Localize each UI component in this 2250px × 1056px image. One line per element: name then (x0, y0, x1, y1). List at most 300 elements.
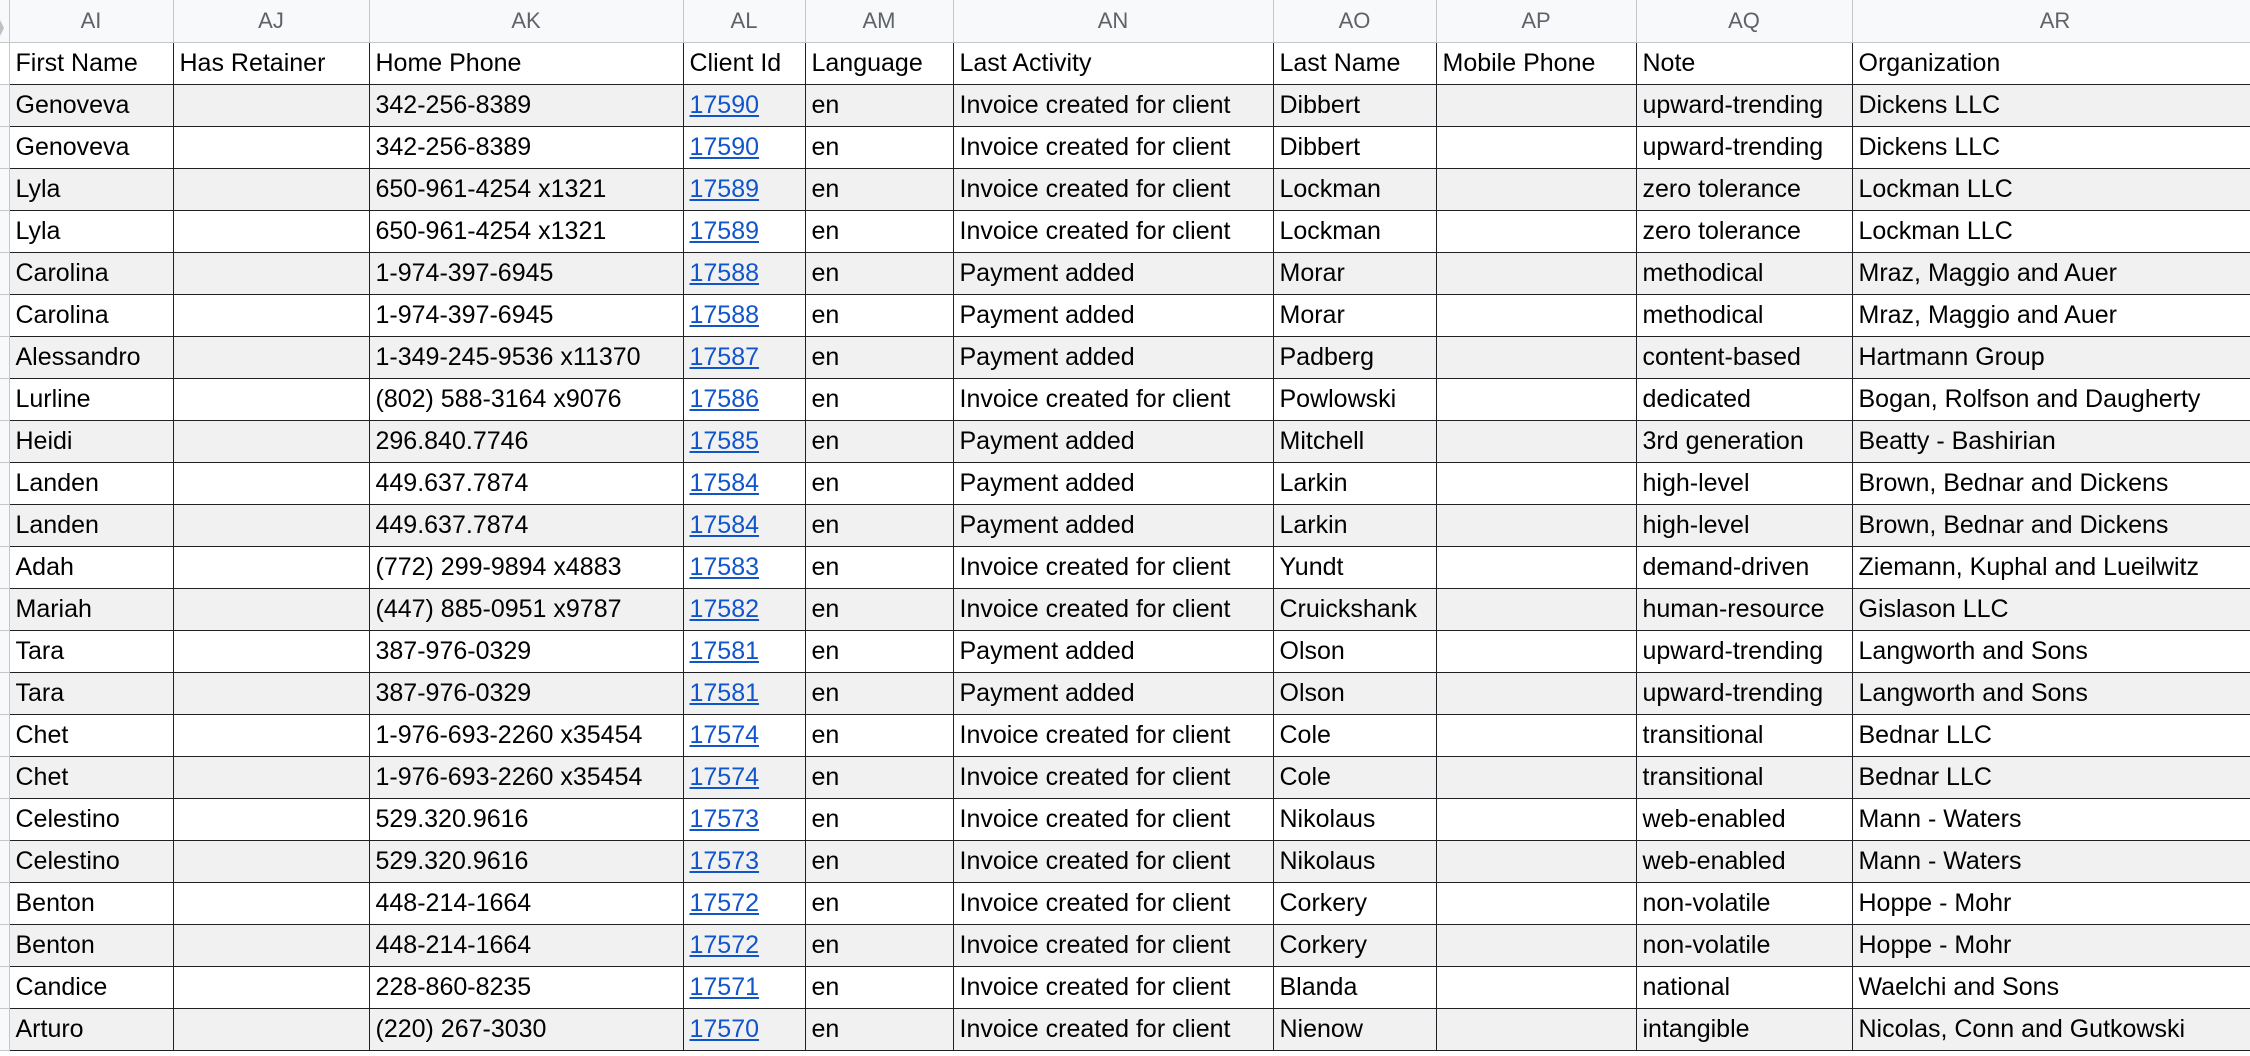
cell-mobile-phone[interactable] (1436, 253, 1636, 295)
cell-client-id[interactable] (683, 169, 805, 211)
cell-note[interactable]: zero tolerance (1636, 211, 1852, 253)
cell-last-name[interactable]: Olson (1273, 631, 1436, 673)
cell-mobile-phone[interactable] (1436, 337, 1636, 379)
cell-last-name[interactable]: Lockman (1273, 169, 1436, 211)
cell-client-id[interactable] (683, 967, 805, 1009)
cell-home-phone[interactable]: 650-961-4254 x1321 (369, 211, 683, 253)
cell-note[interactable]: upward-trending (1636, 673, 1852, 715)
cell-last-name[interactable]: Corkery (1273, 925, 1436, 967)
cell-language[interactable]: en (805, 799, 953, 841)
cell-note[interactable]: high-level (1636, 505, 1852, 547)
cell-note[interactable]: non-volatile (1636, 883, 1852, 925)
row-header[interactable] (0, 421, 9, 463)
cell-organization[interactable]: Mann - Waters (1852, 841, 2250, 883)
select-all-corner[interactable] (0, 0, 9, 43)
cell-home-phone[interactable]: 228-860-8235 (369, 967, 683, 1009)
cell-client-id[interactable] (683, 421, 805, 463)
column-header-AN[interactable]: AN (953, 0, 1273, 43)
cell-organization[interactable]: Mann - Waters (1852, 799, 2250, 841)
cell-organization[interactable]: Lockman LLC (1852, 211, 2250, 253)
cell-first-name[interactable]: Tara (9, 631, 173, 673)
cell-has-retainer[interactable] (173, 295, 369, 337)
cell-organization[interactable]: Dickens LLC (1852, 127, 2250, 169)
header-cell-last-activity[interactable]: Last Activity (953, 43, 1273, 85)
cell-last-activity[interactable]: Payment added (953, 421, 1273, 463)
cell-first-name[interactable]: Carolina (9, 295, 173, 337)
cell-has-retainer[interactable] (173, 715, 369, 757)
cell-has-retainer[interactable] (173, 1009, 369, 1051)
row-header[interactable] (0, 85, 9, 127)
cell-organization[interactable]: Hoppe - Mohr (1852, 883, 2250, 925)
cell-last-activity[interactable]: Payment added (953, 337, 1273, 379)
cell-last-name[interactable]: Cruickshank (1273, 589, 1436, 631)
cell-mobile-phone[interactable] (1436, 127, 1636, 169)
cell-last-name[interactable]: Dibbert (1273, 127, 1436, 169)
column-header-AM[interactable]: AM (805, 0, 953, 43)
cell-client-id[interactable] (683, 631, 805, 673)
cell-home-phone[interactable]: 650-961-4254 x1321 (369, 169, 683, 211)
cell-last-name[interactable]: Powlowski (1273, 379, 1436, 421)
cell-has-retainer[interactable] (173, 841, 369, 883)
client-id-link[interactable]: 17588 (689, 301, 760, 329)
cell-last-name[interactable]: Nikolaus (1273, 799, 1436, 841)
row-header[interactable] (0, 337, 9, 379)
cell-first-name[interactable]: Celestino (9, 799, 173, 841)
cell-last-activity[interactable]: Invoice created for client (953, 127, 1273, 169)
cell-has-retainer[interactable] (173, 505, 369, 547)
cell-client-id[interactable] (683, 253, 805, 295)
cell-language[interactable]: en (805, 463, 953, 505)
cell-language[interactable]: en (805, 253, 953, 295)
client-id-link[interactable]: 17588 (689, 259, 760, 287)
client-id-link[interactable]: 17581 (689, 637, 760, 665)
cell-client-id[interactable] (683, 547, 805, 589)
client-id-link[interactable]: 17574 (689, 721, 760, 749)
cell-organization[interactable]: Nicolas, Conn and Gutkowski (1852, 1009, 2250, 1051)
row-header[interactable] (0, 463, 9, 505)
cell-last-activity[interactable]: Payment added (953, 631, 1273, 673)
cell-note[interactable]: upward-trending (1636, 127, 1852, 169)
client-id-link[interactable]: 17571 (689, 973, 760, 1001)
cell-home-phone[interactable]: 387-976-0329 (369, 673, 683, 715)
cell-mobile-phone[interactable] (1436, 85, 1636, 127)
client-id-link[interactable]: 17573 (689, 847, 760, 875)
cell-last-name[interactable]: Larkin (1273, 505, 1436, 547)
cell-last-activity[interactable]: Invoice created for client (953, 85, 1273, 127)
cell-note[interactable]: demand-driven (1636, 547, 1852, 589)
column-header-AK[interactable]: AK (369, 0, 683, 43)
table-row (0, 421, 2250, 463)
cell-organization[interactable]: Dickens LLC (1852, 85, 2250, 127)
cell-client-id[interactable] (683, 337, 805, 379)
cell-last-activity[interactable]: Invoice created for client (953, 589, 1273, 631)
header-cell-language[interactable]: Language (805, 43, 953, 85)
column-header-AO[interactable]: AO (1273, 0, 1436, 43)
cell-note[interactable]: web-enabled (1636, 799, 1852, 841)
row-header[interactable] (0, 127, 9, 169)
client-id-link[interactable]: 17570 (689, 1015, 760, 1043)
cell-mobile-phone[interactable] (1436, 925, 1636, 967)
cell-home-phone[interactable]: (220) 267-3030 (369, 1009, 683, 1051)
cell-client-id[interactable] (683, 757, 805, 799)
cell-last-name[interactable]: Nikolaus (1273, 841, 1436, 883)
cell-first-name[interactable]: Chet (9, 757, 173, 799)
cell-has-retainer[interactable] (173, 883, 369, 925)
cell-organization[interactable]: Brown, Bednar and Dickens (1852, 505, 2250, 547)
client-id-link[interactable]: 17582 (689, 595, 760, 623)
client-id-link[interactable]: 17590 (689, 91, 760, 119)
cell-organization[interactable]: Lockman LLC (1852, 169, 2250, 211)
row-header[interactable] (0, 589, 9, 631)
cell-mobile-phone[interactable] (1436, 211, 1636, 253)
cell-note[interactable]: intangible (1636, 1009, 1852, 1051)
cell-note[interactable]: zero tolerance (1636, 169, 1852, 211)
cell-organization[interactable]: Mraz, Maggio and Auer (1852, 253, 2250, 295)
cell-language[interactable]: en (805, 883, 953, 925)
client-id-link[interactable]: 17584 (689, 511, 760, 539)
cell-first-name[interactable]: Celestino (9, 841, 173, 883)
cell-home-phone[interactable]: 449.637.7874 (369, 505, 683, 547)
cell-has-retainer[interactable] (173, 673, 369, 715)
cell-last-name[interactable]: Dibbert (1273, 85, 1436, 127)
cell-last-name[interactable]: Lockman (1273, 211, 1436, 253)
cell-note[interactable]: upward-trending (1636, 631, 1852, 673)
cell-mobile-phone[interactable] (1436, 463, 1636, 505)
header-cell-first-name[interactable]: First Name (9, 43, 173, 85)
cell-has-retainer[interactable] (173, 967, 369, 1009)
client-id-link[interactable]: 17572 (689, 889, 760, 917)
cell-organization[interactable]: Ziemann, Kuphal and Lueilwitz (1852, 547, 2250, 589)
cell-client-id[interactable] (683, 127, 805, 169)
row-header[interactable] (0, 631, 9, 673)
cell-mobile-phone[interactable] (1436, 589, 1636, 631)
cell-client-id[interactable] (683, 925, 805, 967)
cell-first-name[interactable]: Benton (9, 883, 173, 925)
cell-first-name[interactable]: Heidi (9, 421, 173, 463)
cell-first-name[interactable]: Landen (9, 463, 173, 505)
cell-last-activity[interactable]: Invoice created for client (953, 925, 1273, 967)
cell-mobile-phone[interactable] (1436, 715, 1636, 757)
cell-last-name[interactable]: Cole (1273, 715, 1436, 757)
cell-organization[interactable]: Gislason LLC (1852, 589, 2250, 631)
cell-client-id[interactable] (683, 463, 805, 505)
cell-last-name[interactable]: Mitchell (1273, 421, 1436, 463)
cell-organization[interactable]: Bednar LLC (1852, 757, 2250, 799)
client-id-link[interactable]: 17572 (689, 931, 760, 959)
cell-client-id[interactable] (683, 715, 805, 757)
cell-has-retainer[interactable] (173, 211, 369, 253)
row-header[interactable] (0, 757, 9, 799)
cell-last-activity[interactable]: Invoice created for client (953, 757, 1273, 799)
cell-last-activity[interactable]: Payment added (953, 295, 1273, 337)
row-header[interactable] (0, 799, 9, 841)
cell-client-id[interactable] (683, 295, 805, 337)
cell-language[interactable]: en (805, 673, 953, 715)
cell-client-id[interactable] (683, 211, 805, 253)
cell-first-name[interactable]: Chet (9, 715, 173, 757)
cell-client-id[interactable] (683, 841, 805, 883)
cell-last-name[interactable]: Larkin (1273, 463, 1436, 505)
column-header-AR[interactable]: AR (1852, 0, 2250, 43)
cell-language[interactable]: en (805, 169, 953, 211)
cell-language[interactable]: en (805, 127, 953, 169)
client-id-link[interactable]: 17589 (689, 175, 760, 203)
row-header[interactable] (0, 967, 9, 1009)
cell-note[interactable]: web-enabled (1636, 841, 1852, 883)
cell-last-name[interactable]: Cole (1273, 757, 1436, 799)
cell-note[interactable]: upward-trending (1636, 85, 1852, 127)
cell-last-activity[interactable]: Invoice created for client (953, 715, 1273, 757)
cell-has-retainer[interactable] (173, 253, 369, 295)
cell-first-name[interactable]: Candice (9, 967, 173, 1009)
row-header[interactable] (0, 253, 9, 295)
cell-home-phone[interactable]: (447) 885-0951 x9787 (369, 589, 683, 631)
cell-last-activity[interactable]: Payment added (953, 673, 1273, 715)
client-id-link[interactable]: 17589 (689, 217, 760, 245)
client-id-link[interactable]: 17583 (689, 553, 760, 581)
cell-last-activity[interactable]: Invoice created for client (953, 547, 1273, 589)
cell-mobile-phone[interactable] (1436, 841, 1636, 883)
cell-organization[interactable]: Hartmann Group (1852, 337, 2250, 379)
cell-last-activity[interactable]: Invoice created for client (953, 379, 1273, 421)
cell-has-retainer[interactable] (173, 127, 369, 169)
cell-mobile-phone[interactable] (1436, 505, 1636, 547)
cell-last-name[interactable]: Morar (1273, 253, 1436, 295)
cell-last-activity[interactable]: Invoice created for client (953, 883, 1273, 925)
cell-home-phone[interactable]: 342-256-8389 (369, 85, 683, 127)
cell-home-phone[interactable]: 1-974-397-6945 (369, 253, 683, 295)
row-header[interactable] (0, 673, 9, 715)
cell-mobile-phone[interactable] (1436, 631, 1636, 673)
client-id-link[interactable]: 17586 (689, 385, 760, 413)
cell-last-activity[interactable]: Invoice created for client (953, 169, 1273, 211)
cell-client-id[interactable] (683, 883, 805, 925)
cell-mobile-phone[interactable] (1436, 967, 1636, 1009)
row-header[interactable] (0, 211, 9, 253)
client-id-link[interactable]: 17585 (689, 427, 760, 455)
column-header-AJ[interactable]: AJ (173, 0, 369, 43)
cell-has-retainer[interactable] (173, 547, 369, 589)
cell-mobile-phone[interactable] (1436, 883, 1636, 925)
cell-note[interactable]: non-volatile (1636, 925, 1852, 967)
cell-organization[interactable]: Langworth and Sons (1852, 631, 2250, 673)
cell-organization[interactable]: Mraz, Maggio and Auer (1852, 295, 2250, 337)
cell-home-phone[interactable]: 529.320.9616 (369, 799, 683, 841)
cell-first-name[interactable]: Lyla (9, 211, 173, 253)
cell-language[interactable]: en (805, 589, 953, 631)
row-header[interactable] (0, 883, 9, 925)
table-row (0, 883, 2250, 925)
cell-last-activity[interactable]: Payment added (953, 505, 1273, 547)
cell-has-retainer[interactable] (173, 463, 369, 505)
cell-organization[interactable]: Langworth and Sons (1852, 673, 2250, 715)
column-header-AP[interactable]: AP (1436, 0, 1636, 43)
client-id-link[interactable]: 17573 (689, 805, 760, 833)
cell-client-id[interactable] (683, 589, 805, 631)
cell-last-name[interactable]: Padberg (1273, 337, 1436, 379)
cell-note[interactable]: 3rd generation (1636, 421, 1852, 463)
cell-organization[interactable]: Bednar LLC (1852, 715, 2250, 757)
cell-home-phone[interactable]: (802) 588-3164 x9076 (369, 379, 683, 421)
cell-has-retainer[interactable] (173, 631, 369, 673)
cell-home-phone[interactable]: 1-976-693-2260 x35454 (369, 757, 683, 799)
cell-home-phone[interactable]: 342-256-8389 (369, 127, 683, 169)
cell-organization[interactable]: Waelchi and Sons (1852, 967, 2250, 1009)
cell-mobile-phone[interactable] (1436, 169, 1636, 211)
cell-language[interactable]: en (805, 379, 953, 421)
row-header[interactable] (0, 925, 9, 967)
cell-home-phone[interactable]: 448-214-1664 (369, 925, 683, 967)
cell-note[interactable]: methodical (1636, 253, 1852, 295)
cell-language[interactable]: en (805, 547, 953, 589)
cell-mobile-phone[interactable] (1436, 421, 1636, 463)
cell-mobile-phone[interactable] (1436, 1009, 1636, 1051)
cell-note[interactable]: human-resource (1636, 589, 1852, 631)
cell-language[interactable]: en (805, 1009, 953, 1051)
cell-mobile-phone[interactable] (1436, 295, 1636, 337)
cell-last-name[interactable]: Morar (1273, 295, 1436, 337)
client-id-link[interactable]: 17587 (689, 343, 760, 371)
client-id-link[interactable]: 17584 (689, 469, 760, 497)
cell-last-activity[interactable]: Invoice created for client (953, 211, 1273, 253)
cell-home-phone[interactable]: 1-974-397-6945 (369, 295, 683, 337)
cell-last-name[interactable]: Blanda (1273, 967, 1436, 1009)
cell-home-phone[interactable]: 448-214-1664 (369, 883, 683, 925)
cell-home-phone[interactable]: 1-976-693-2260 x35454 (369, 715, 683, 757)
cell-mobile-phone[interactable] (1436, 379, 1636, 421)
cell-first-name[interactable]: Carolina (9, 253, 173, 295)
cell-client-id[interactable] (683, 85, 805, 127)
cell-organization[interactable]: Brown, Bednar and Dickens (1852, 463, 2250, 505)
cell-language[interactable]: en (805, 505, 953, 547)
cell-client-id[interactable] (683, 673, 805, 715)
cell-first-name[interactable]: Tara (9, 673, 173, 715)
header-cell-last-name[interactable]: Last Name (1273, 43, 1436, 85)
row-header[interactable] (0, 547, 9, 589)
cell-language[interactable]: en (805, 757, 953, 799)
header-cell-mobile-phone[interactable]: Mobile Phone (1436, 43, 1636, 85)
cell-has-retainer[interactable] (173, 85, 369, 127)
row-header[interactable] (0, 715, 9, 757)
cell-last-name[interactable]: Nienow (1273, 1009, 1436, 1051)
cell-has-retainer[interactable] (173, 337, 369, 379)
cell-mobile-phone[interactable] (1436, 757, 1636, 799)
column-header-AL[interactable]: AL (683, 0, 805, 43)
cell-note[interactable]: content-based (1636, 337, 1852, 379)
header-cell-home-phone[interactable]: Home Phone (369, 43, 683, 85)
cell-first-name[interactable]: Mariah (9, 589, 173, 631)
cell-note[interactable]: transitional (1636, 715, 1852, 757)
cell-has-retainer[interactable] (173, 589, 369, 631)
header-cell-has-retainer[interactable]: Has Retainer (173, 43, 369, 85)
cell-first-name[interactable]: Landen (9, 505, 173, 547)
client-id-link[interactable]: 17590 (689, 133, 760, 161)
cell-organization[interactable]: Hoppe - Mohr (1852, 925, 2250, 967)
cell-first-name[interactable]: Lurline (9, 379, 173, 421)
cell-note[interactable]: national (1636, 967, 1852, 1009)
cell-home-phone[interactable]: (772) 299-9894 x4883 (369, 547, 683, 589)
cell-note[interactable]: dedicated (1636, 379, 1852, 421)
cell-client-id[interactable] (683, 1009, 805, 1051)
cell-language[interactable]: en (805, 925, 953, 967)
cell-last-name[interactable]: Yundt (1273, 547, 1436, 589)
cell-language[interactable]: en (805, 715, 953, 757)
cell-language[interactable]: en (805, 295, 953, 337)
row-header[interactable] (0, 379, 9, 421)
cell-has-retainer[interactable] (173, 799, 369, 841)
cell-client-id[interactable] (683, 799, 805, 841)
cell-note[interactable]: methodical (1636, 295, 1852, 337)
cell-language[interactable]: en (805, 337, 953, 379)
cell-last-activity[interactable]: Payment added (953, 463, 1273, 505)
cell-language[interactable]: en (805, 85, 953, 127)
cell-last-activity[interactable]: Invoice created for client (953, 799, 1273, 841)
cell-last-activity[interactable]: Invoice created for client (953, 967, 1273, 1009)
cell-first-name[interactable]: Adah (9, 547, 173, 589)
cell-home-phone[interactable]: 387-976-0329 (369, 631, 683, 673)
client-id-link[interactable]: 17574 (689, 763, 760, 791)
cell-language[interactable]: en (805, 967, 953, 1009)
cell-last-name[interactable]: Corkery (1273, 883, 1436, 925)
cell-last-activity[interactable]: Invoice created for client (953, 841, 1273, 883)
cell-has-retainer[interactable] (173, 925, 369, 967)
cell-first-name[interactable]: Genoveva (9, 85, 173, 127)
row-header[interactable] (0, 43, 9, 85)
cell-home-phone[interactable]: 529.320.9616 (369, 841, 683, 883)
cell-language[interactable]: en (805, 421, 953, 463)
cell-has-retainer[interactable] (173, 379, 369, 421)
cell-has-retainer[interactable] (173, 169, 369, 211)
header-cell-client-id[interactable]: Client Id (683, 43, 805, 85)
cell-language[interactable]: en (805, 631, 953, 673)
cell-organization[interactable]: Beatty - Bashirian (1852, 421, 2250, 463)
row-header[interactable] (0, 1009, 9, 1051)
cell-organization[interactable]: Bogan, Rolfson and Daugherty (1852, 379, 2250, 421)
cell-first-name[interactable]: Genoveva (9, 127, 173, 169)
row-header[interactable] (0, 169, 9, 211)
cell-has-retainer[interactable] (173, 421, 369, 463)
cell-first-name[interactable]: Benton (9, 925, 173, 967)
cell-home-phone[interactable]: 296.840.7746 (369, 421, 683, 463)
cell-has-retainer[interactable] (173, 757, 369, 799)
cell-first-name[interactable]: Alessandro (9, 337, 173, 379)
column-header-AI[interactable]: AI (9, 0, 173, 43)
cell-language[interactable]: en (805, 841, 953, 883)
row-header[interactable] (0, 505, 9, 547)
cell-mobile-phone[interactable] (1436, 547, 1636, 589)
cell-last-activity[interactable]: Payment added (953, 253, 1273, 295)
header-cell-note[interactable]: Note (1636, 43, 1852, 85)
cell-last-activity[interactable]: Invoice created for client (953, 1009, 1273, 1051)
column-header-AQ[interactable]: AQ (1636, 0, 1852, 43)
cell-first-name[interactable]: Lyla (9, 169, 173, 211)
header-cell-organization[interactable]: Organization (1852, 43, 2250, 85)
cell-language[interactable]: en (805, 211, 953, 253)
cell-first-name[interactable]: Arturo (9, 1009, 173, 1051)
row-header[interactable] (0, 841, 9, 883)
cell-last-name[interactable]: Olson (1273, 673, 1436, 715)
cell-home-phone[interactable]: 1-349-245-9536 x11370 (369, 337, 683, 379)
cell-client-id[interactable] (683, 505, 805, 547)
cell-client-id[interactable] (683, 379, 805, 421)
cell-note[interactable]: high-level (1636, 463, 1852, 505)
cell-mobile-phone[interactable] (1436, 673, 1636, 715)
cell-note[interactable]: transitional (1636, 757, 1852, 799)
cell-mobile-phone[interactable] (1436, 799, 1636, 841)
client-id-link[interactable]: 17581 (689, 679, 760, 707)
cell-home-phone[interactable]: 449.637.7874 (369, 463, 683, 505)
row-header[interactable] (0, 295, 9, 337)
